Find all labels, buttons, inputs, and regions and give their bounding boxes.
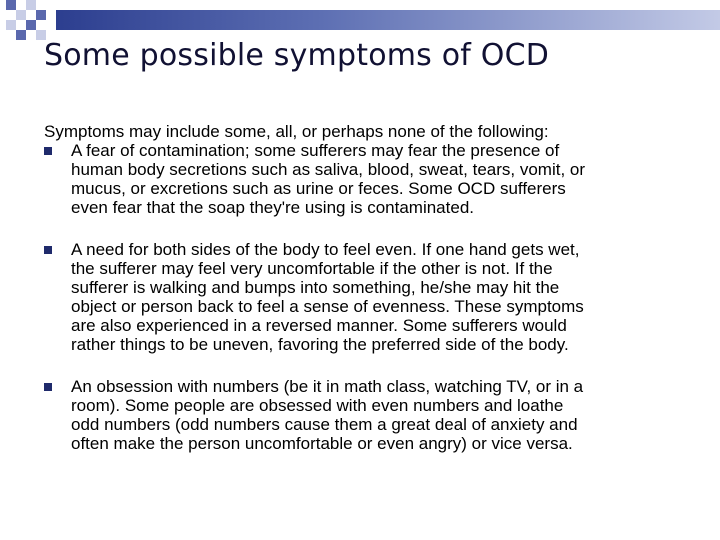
header-band — [56, 10, 720, 30]
bullet-line: An obsession with numbers (be it in math class, watching TV, or in a — [71, 377, 584, 396]
bullet-line: object or person back to feel a sense of evenness. These symptoms — [71, 297, 584, 316]
bullet-line: even fear that the soap they're using is contaminated. — [71, 198, 474, 217]
bullet-item — [44, 141, 684, 217]
bullet-line: are also experienced in a reversed manner. Some sufferers would — [71, 316, 567, 335]
bullet-item — [44, 377, 684, 453]
bullet-line: odd numbers (odd numbers cause them a great deal of anxiety and — [71, 415, 578, 434]
bullet-line: the sufferer may feel very uncomfortable if the other is not. If the — [71, 259, 553, 278]
square-bullet-icon — [44, 147, 52, 155]
slide-body — [44, 122, 684, 453]
bullet-line: A fear of contamination; some sufferers may fear the presence of — [71, 141, 560, 160]
bullet-item — [44, 240, 684, 354]
bullet-line: rather things to be uneven, favoring the preferred side of the body. — [71, 335, 569, 354]
bullet-line: sufferer is walking and bumps into something, he/she may hit the — [71, 278, 560, 297]
bullet-line: mucus, or excretions such as urine or feces. Some OCD sufferers — [71, 179, 566, 198]
bullet-line: A need for both sides of the body to feel even. If one hand gets wet, — [71, 240, 580, 259]
bullet-line: human body secretions such as saliva, blood, sweat, tears, vomit, or — [71, 160, 586, 179]
slide-title: Some possible symptoms of OCD — [44, 38, 550, 73]
bullet-line: often make the person uncomfortable or even angry) or vice versa. — [71, 434, 573, 453]
intro-text: Symptoms may include some, all, or perhaps none of the following: — [44, 122, 549, 141]
square-bullet-icon — [44, 246, 52, 254]
square-bullet-icon — [44, 383, 52, 391]
bullet-line: room). Some people are obsessed with even numbers and loathe — [71, 396, 564, 415]
